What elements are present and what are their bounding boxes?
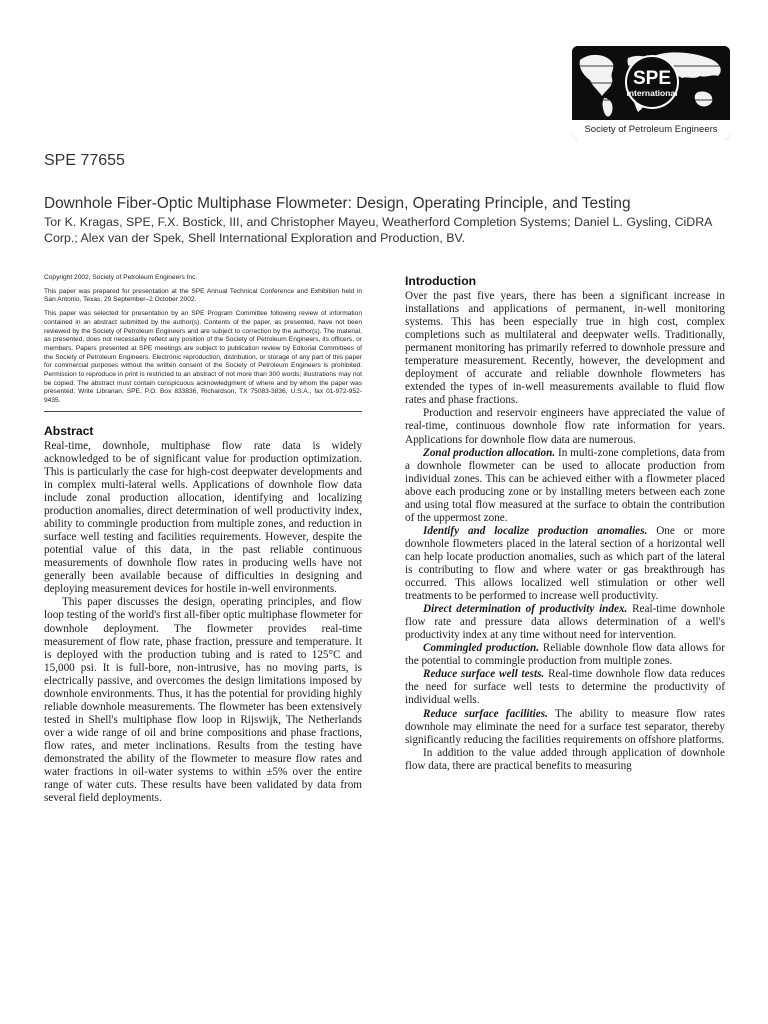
application-item <box>405 642 725 668</box>
application-lead: Identify and localize production anomalies. <box>423 524 648 537</box>
copyright-line: Copyright 2002, Society of Petroleum Engineers Inc. <box>44 274 198 281</box>
intro-paragraph: Production and reservoir engineers have appreciated the value of real-time, continuous downhole flow rate information for years. Applications for downhole flow data are numerous. <box>405 407 725 446</box>
application-item <box>405 603 725 642</box>
application-item <box>405 708 725 747</box>
copyright-divider <box>44 411 362 412</box>
presentation-note: This paper was prepared for presentation at the SPE Annual Technical Conference and Exhibition held in San Antonio, Texas, 29 September–2 October 2002. <box>44 287 362 304</box>
logo-subtitle: International <box>626 88 678 98</box>
introduction-heading: Introduction <box>405 274 477 288</box>
intro-paragraph: In addition to the value added through application of downhole flow data, there are practical benefits to measuring <box>405 746 725 772</box>
application-lead: Commingled production. <box>423 642 540 655</box>
right-column <box>405 274 725 773</box>
application-text: In multi-zone completions, data from a downhole flowmeter can be used to allocate production from individual zones. This can be achieved either with a flowmeter placed above each producing zone or by installing meters between each zone and using total flow measured at the surface to obtain the contribution of the uppermost zone. <box>405 446 725 524</box>
logo-caption: Society of Petroleum Engineers <box>572 120 730 140</box>
application-lead: Zonal production allocation. <box>423 446 556 459</box>
logo-brand: SPE <box>632 68 672 89</box>
application-text: Real-time downhole flow data reduces the need for surface well tests to determine the productivity of individual wells. <box>405 668 725 707</box>
left-column <box>44 274 362 805</box>
paper-title: Downhole Fiber-Optic Multiphase Flowmeter: Design, Operating Principle, and Testing <box>44 195 631 212</box>
application-text: The ability to measure flow rates downhole may eliminate the need for a surface test separator, thereby significantly reducing the facilities requirements on offshore platforms. <box>405 707 725 746</box>
application-lead: Reduce surface well tests. <box>423 668 545 681</box>
author-list: Tor K. Kragas, SPE, F.X. Bostick, III, and Christopher Mayeu, Weatherford Completion Systems; Daniel L. Gysling, CiDRA Corp.; Alex van der Spek, Shell International Exploration and Production, BV. <box>44 215 712 245</box>
intro-paragraph: Over the past five years, there has been a significant increase in installations and applications of permanent, in-well monitoring systems. This has been especially true in high cost, complex completions such as multilateral and deepwater wells. Traditionally, permanent monitoring has primarily referred to downhole pressure and temperature measurement. Recently, however, the development and deployment of accurate and reliable downhole flowmeters has extended the types of in-well measurements available to fluid flow rates and phase fractions. <box>405 290 725 407</box>
abstract-heading: Abstract <box>44 423 94 438</box>
globe-icon <box>572 46 730 120</box>
application-item <box>405 447 725 525</box>
selection-notice: This paper was selected for presentation by an SPE Program Committee following review of information contained in an abstract submitted by the author(s). Contents of the paper, as presented, have not been reviewed by the Society of Petroleum Engineers and are subject to correction by the author(s). The material, as presented, does not necessarily reflect any position of the Society of Petroleum Engineers, its officers, or members. Papers presented at SPE meetings are subject to publication review by Editorial Committees of the Society of Petroleum Engineers. Electronic reproduction, distribution, or storage of any part of this paper for commercial purposes without the written consent of the Society of Petroleum Engineers is prohibited. Permission to reproduce in print is restricted to an abstract of not more than 300 words; illustrations may not be copied. The abstract must contain conspicuous acknowledgment of where and by whom the paper was presented. Write Librarian, SPE, P.O. Box 833836, Richardson, TX 75083-3836, U.S.A., fax 01-972-952-9435. <box>44 310 362 405</box>
application-item <box>405 525 725 603</box>
spe-international-logo <box>572 46 730 140</box>
application-item <box>405 668 725 707</box>
abstract-paragraph: Real-time, downhole, multiphase flow rate data is widely acknowledged to be of significant value for production optimization. This is particularly the case for high-cost deepwater developments and in complex multi-lateral wells. Applications of downhole flow data include zonal production allocation, identifying and localizing production anomalies, direct determination of well productivity index, ability to commingle production from multiple zones, and reduction in surface well testing and facilities requirements. However, despite the potential value of this data, in the past reliable continuous measurements of downhole flow rates in producing wells have not generally been available because of difficulties in designing and deploying measurement devices for hostile in-well environments. <box>44 439 362 596</box>
abstract-paragraph: This paper discusses the design, operating principles, and flow loop testing of the world's first all-fiber optic multiphase flowmeter for downhole deployment. The flowmeter provides real-time measurement of flow rate, phase fraction, pressure and temperature. It is deployed with the production tubing and is rated to 125°C and 15,000 psi. It is full-bore, non-intrusive, has no moving parts, is electrically passive, and overcomes the design limitations imposed by downhole environments. Thus, it has the potential for providing highly reliable downhole measurements. The flowmeter has been extensively tested in Shell's multiphase flow loop in Rijswijk, The Netherlands over a wide range of oil and brine compositions and phase fractions, flow rates, and meter inclinations. Results from the testing have demonstrated the ability of the flowmeter to measure flow rates and water fractions in oil-water systems to within ±5% over the entire range of water cuts. These results have been validated by data from several field deployments. <box>44 596 362 805</box>
paper-number: SPE 77655 <box>44 152 125 169</box>
application-text: One or more downhole flowmeters placed in the lateral section of a horizontal well can help locate production anomalies, such as which part of the lateral is contributing to flow and where water or gas breakthrough has occurred. This allows localized well stimulation or other well treatments to be performed to increase well productivity. <box>405 524 725 603</box>
application-lead: Direct determination of productivity index. <box>423 603 628 616</box>
application-lead: Reduce surface facilities. <box>423 707 548 720</box>
application-text: Real-time downhole flow rate and pressure data allows determination of a well's productivity index at any time without need for intervention. <box>405 603 726 642</box>
application-text: Reliable downhole flow data allows for the potential to commingle production from multiple zones. <box>405 642 725 668</box>
